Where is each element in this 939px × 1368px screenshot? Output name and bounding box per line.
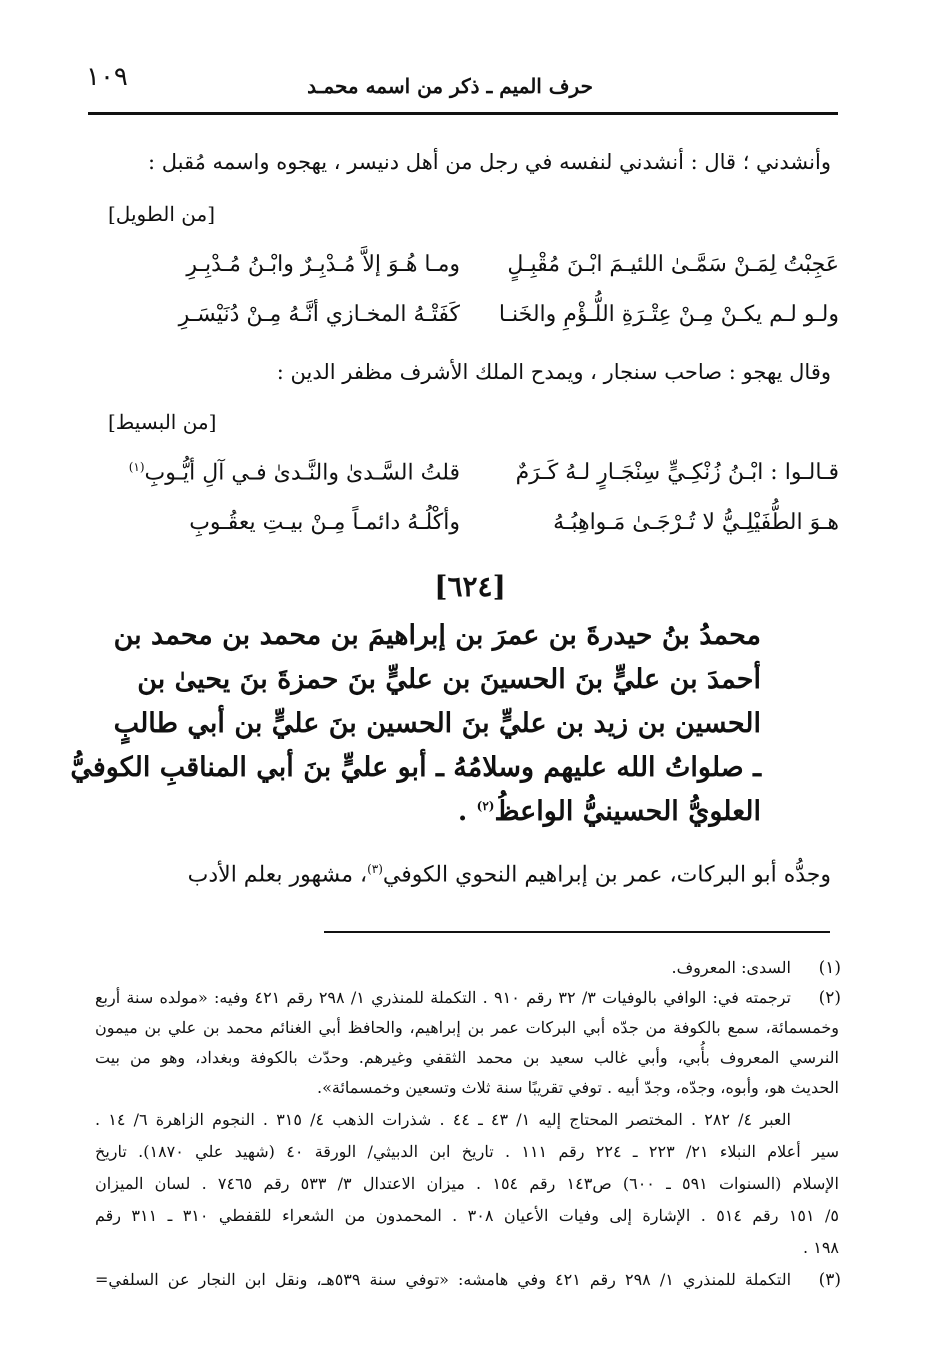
footnote-2-line-6: سير أعلام النبلاء ٢١/ ٢٢٣ ـ ٢٢٤ رقم ١١١ . تاريخ ابن الدبيثي/ الورقة ٤٠ (شهيد علي ١٨٧٠). تاريخ bbox=[95, 1142, 840, 1161]
footnote-2-line-7: الإسلام (السنوات ٥٩١ ـ ٦٠٠) ص١٤٣ رقم ١٥٤ . ميزان الاعتدال ٣/ ٥٣٣ رقم ٧٤٦٥ . لسان الميزان bbox=[95, 1174, 840, 1193]
footnote-ref-2: (٢) bbox=[476, 799, 495, 813]
verse-2-first-hemistich: ولـو لـم يكـنْ مِـنْ عِتْـرَةِ اللُّـؤْمِ والخَنـا bbox=[498, 302, 839, 327]
entry-heading-line-4: ـ صلواتُ الله عليهم وسلامُهُ ـ أبو عليٍّ بنَ أبي المناقبِ الكوفيُّ bbox=[70, 752, 761, 783]
meter-label-1: [من الطويل] bbox=[108, 202, 216, 226]
entry-heading-line-5-text: العلويُّ الحسينيُّ الواعظُ bbox=[494, 796, 761, 827]
footnote-2-line-2: وخمسمائة، سمع بالكوفة من جدّه أبي البركات عمر بن إبراهيم، والحافظ أبي الغنائم محمد بن علي بن ميمون bbox=[95, 1018, 839, 1037]
footnote-ref-3: (٣) bbox=[367, 862, 383, 876]
running-header-title: حرف الميم ـ ذكر من اسمه محمـد bbox=[307, 74, 593, 98]
verse-3-second-hemistich bbox=[90, 460, 460, 485]
header-rule bbox=[88, 112, 838, 115]
body-text-tail: ، مشهور بعلم الأدب bbox=[187, 862, 368, 888]
verse-3-first-hemistich: قـالـوا : ابْـنُ زُنْكِـيٍّ سِنْجَـارٍ لـهُ كَـرَمٌ bbox=[515, 460, 839, 485]
footnote-2-line-8: ٥/ ١٥١ رقم ٥١٤ . الإشارة إلى وفيات الأعيان ٣٠٨ . المحمدون من الشعراء للقفطي ٣١٠ ـ ٣١١ رقم bbox=[95, 1206, 839, 1225]
verse-1-second-hemistich: ومـا هُـوَ إلاَّ مُـدْبِـرٌ وابْـنُ مُـدْبِـرِ bbox=[186, 252, 460, 277]
footnote-number-3: (٣) bbox=[818, 1270, 841, 1290]
verse-4-first-hemistich: هـوَ الطُّفَيْلِـيُّ لا تُـرْجَـىٰ مَـواهِبُـهُ bbox=[553, 510, 839, 535]
verse-1-first-hemistich: عَجِبْتُ لِمَـنْ سَمَّـىٰ اللئيـمَ ابْـنَ مُقْبِـلٍ bbox=[507, 252, 839, 277]
footnote-2-line-3: النرسي المعروف بأُبي، وأبي غالب سعيد بن محمد الثقفي وغيرهم. وحدّث بالكوفة وبغداد، وهو من بيت bbox=[95, 1048, 839, 1067]
footnote-ref-1: (١) bbox=[128, 460, 145, 474]
verse-3-text: قلتُ السَّـدىٰ والنَّـدىٰ فـي آلِ أيُّـوبِ bbox=[144, 460, 460, 486]
entry-number: [٦٢٤] bbox=[434, 570, 506, 603]
intro-paragraph-2: وقال يهجو : صاحب سنجار ، ويمدح الملك الأشرف مظفر الدين : bbox=[276, 360, 831, 384]
body-text: وجدُّه أبو البركات، عمر بن إبراهيم النحوي الكوفي bbox=[382, 862, 831, 888]
footnote-3-line-1: التكملة للمنذري ١/ ٢٩٨ رقم ٤٢١ وفي هامشه: «توفي سنة ٥٣٩هـ، ونقل ابن النجار عن السلفي= bbox=[95, 1270, 792, 1289]
entry-heading-line-5: العلويُّ الحسينيُّ الواعظُ$^{(٢)}$ . bbox=[457, 796, 761, 827]
intro-paragraph-1: وأنشدني ؛ قال : أنشدني لنفسه في رجل من أهل دنيسر ، يهجوه واسمه مُقبل : bbox=[148, 150, 831, 174]
body-paragraph bbox=[188, 862, 831, 887]
verse-4-second-hemistich: وأكْلُـهُ دائمـاً مِـنْ بيـتِ يعقُـوبِ bbox=[189, 510, 460, 535]
footnote-separator bbox=[324, 931, 830, 933]
entry-heading-line-1: محمدُ بنُ حيدرةَ بن عمرَ بن إبراهيمَ بن محمد بن محمد بن bbox=[113, 620, 761, 651]
entry-heading-line-2: أحمدَ بن عليٍّ بنَ الحسينَ بن عليٍّ بنَ حمزةَ بنَ يحيىٰ بن bbox=[137, 664, 761, 695]
verse-2-second-hemistich: كَفَتْـهُ المخـازي أنَّـهُ مِـنْ دُنَيْسَـرِ bbox=[178, 302, 460, 327]
footnote-2-line-1: ترجمته في: الوافي بالوفيات ٣/ ٣٢ رقم ٩١٠ . التكملة للمنذري ١/ ٢٩٨ رقم ٤٢١ وفيه: «مولده سنة أربع bbox=[95, 988, 792, 1007]
footnote-1-line-1: السدى: المعروف. bbox=[671, 958, 791, 977]
meter-label-2: [من البسيط] bbox=[108, 410, 217, 434]
footnote-number-2: (٢) bbox=[818, 988, 841, 1008]
entry-heading-line-3: الحسين بن زيد بن عليٍّ بنَ الحسين بنَ عليٍّ بن أبي طالبٍ bbox=[113, 708, 761, 739]
footnote-2-line-9: ١٩٨ . bbox=[803, 1238, 839, 1257]
footnote-number-1: (١) bbox=[818, 958, 841, 978]
footnote-2-line-4: الحديث هو، وأبوه، وجدّه، وجدّ أبيه . توفي تقريبًا سنة ثلاث وتسعين وخمسمائة». bbox=[317, 1078, 839, 1097]
page-number: ١٠٩ bbox=[86, 62, 128, 92]
footnote-2-line-5: العبر ٤/ ٢٨٢ . المختصر المحتاج إليه ١/ ٤٣ ـ ٤٤ . شذرات الذهب ٤/ ٣١٥ . النجوم الزاهرة ٦/ ١٤ . bbox=[95, 1110, 791, 1129]
